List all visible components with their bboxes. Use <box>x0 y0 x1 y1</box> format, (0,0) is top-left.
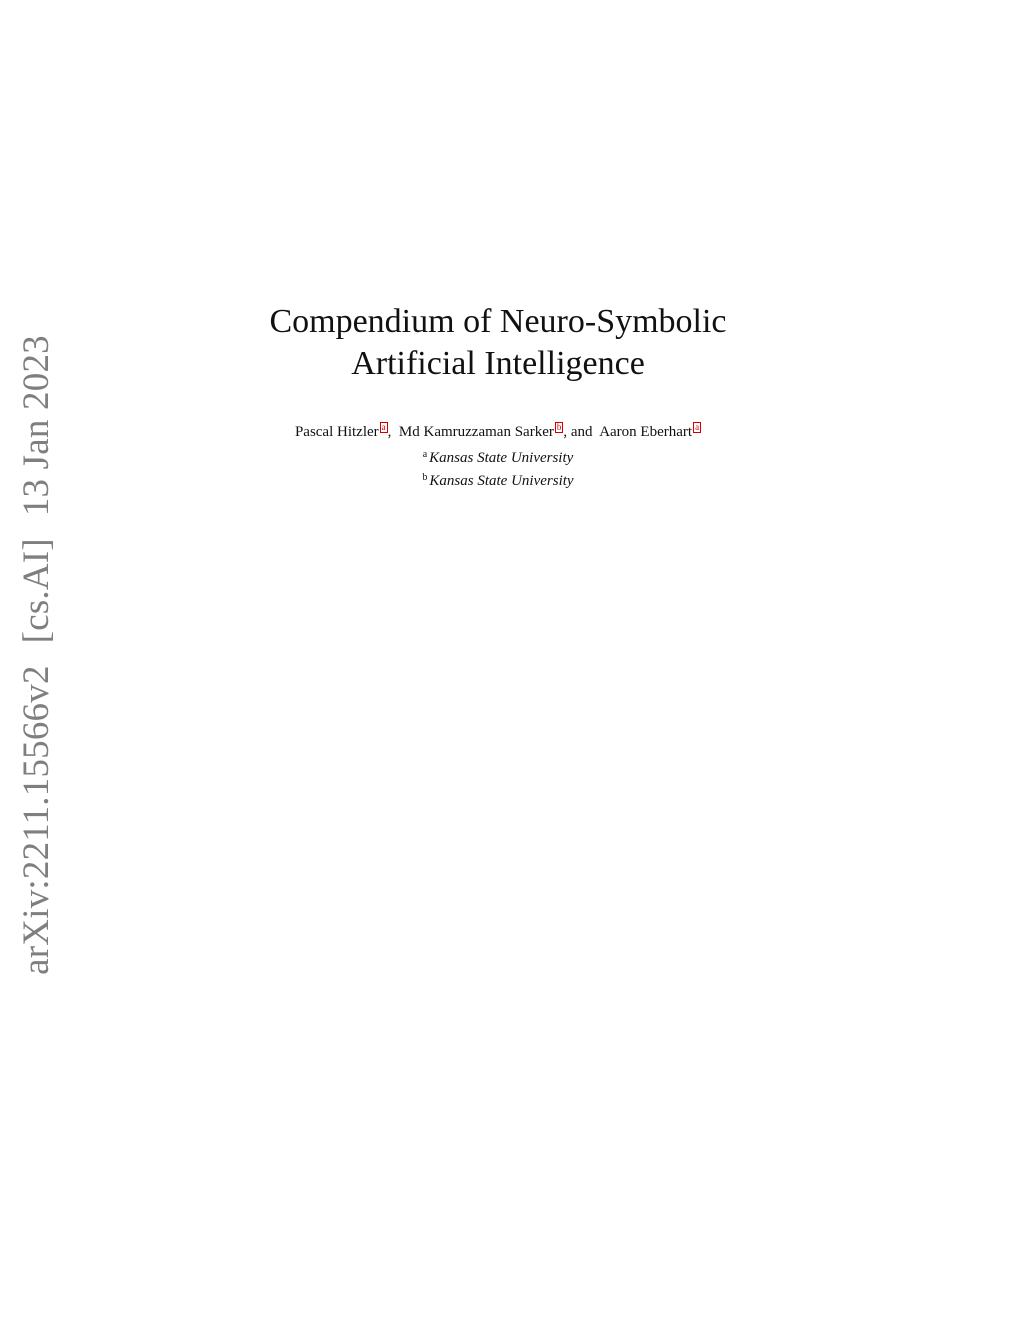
affiliation-item <box>200 468 796 491</box>
affiliation-mark: b <box>422 472 428 483</box>
author-separator: , and <box>563 424 600 440</box>
affiliation-name: Kansas State University <box>429 473 574 489</box>
affiliation-name: Kansas State University <box>429 450 574 466</box>
arxiv-id: arXiv:2211.15566v2 <box>15 665 57 975</box>
author-separator: , <box>387 424 399 440</box>
affiliation-link[interactable]: b <box>556 422 562 432</box>
author-name: Aaron Eberhart <box>599 424 693 440</box>
arxiv-date: 13 Jan 2023 <box>15 335 57 517</box>
arxiv-category: [cs.AI] <box>15 538 57 644</box>
author-list <box>200 421 796 443</box>
affiliation-list <box>200 445 796 491</box>
affiliation-item <box>200 445 796 468</box>
affiliation-mark: a <box>422 449 428 460</box>
title-line-1: Compendium of Neuro-Symbolic <box>269 303 727 340</box>
paper-title <box>200 301 796 385</box>
arxiv-stamp <box>0 335 76 975</box>
author-name: Pascal Hitzler <box>294 424 379 440</box>
affiliation-link[interactable]: a <box>695 422 700 432</box>
affiliation-link[interactable]: a <box>381 422 386 432</box>
author-name: Md Kamruzzaman Sarker <box>398 424 554 440</box>
title-line-2: Artificial Intelligence <box>351 345 645 382</box>
